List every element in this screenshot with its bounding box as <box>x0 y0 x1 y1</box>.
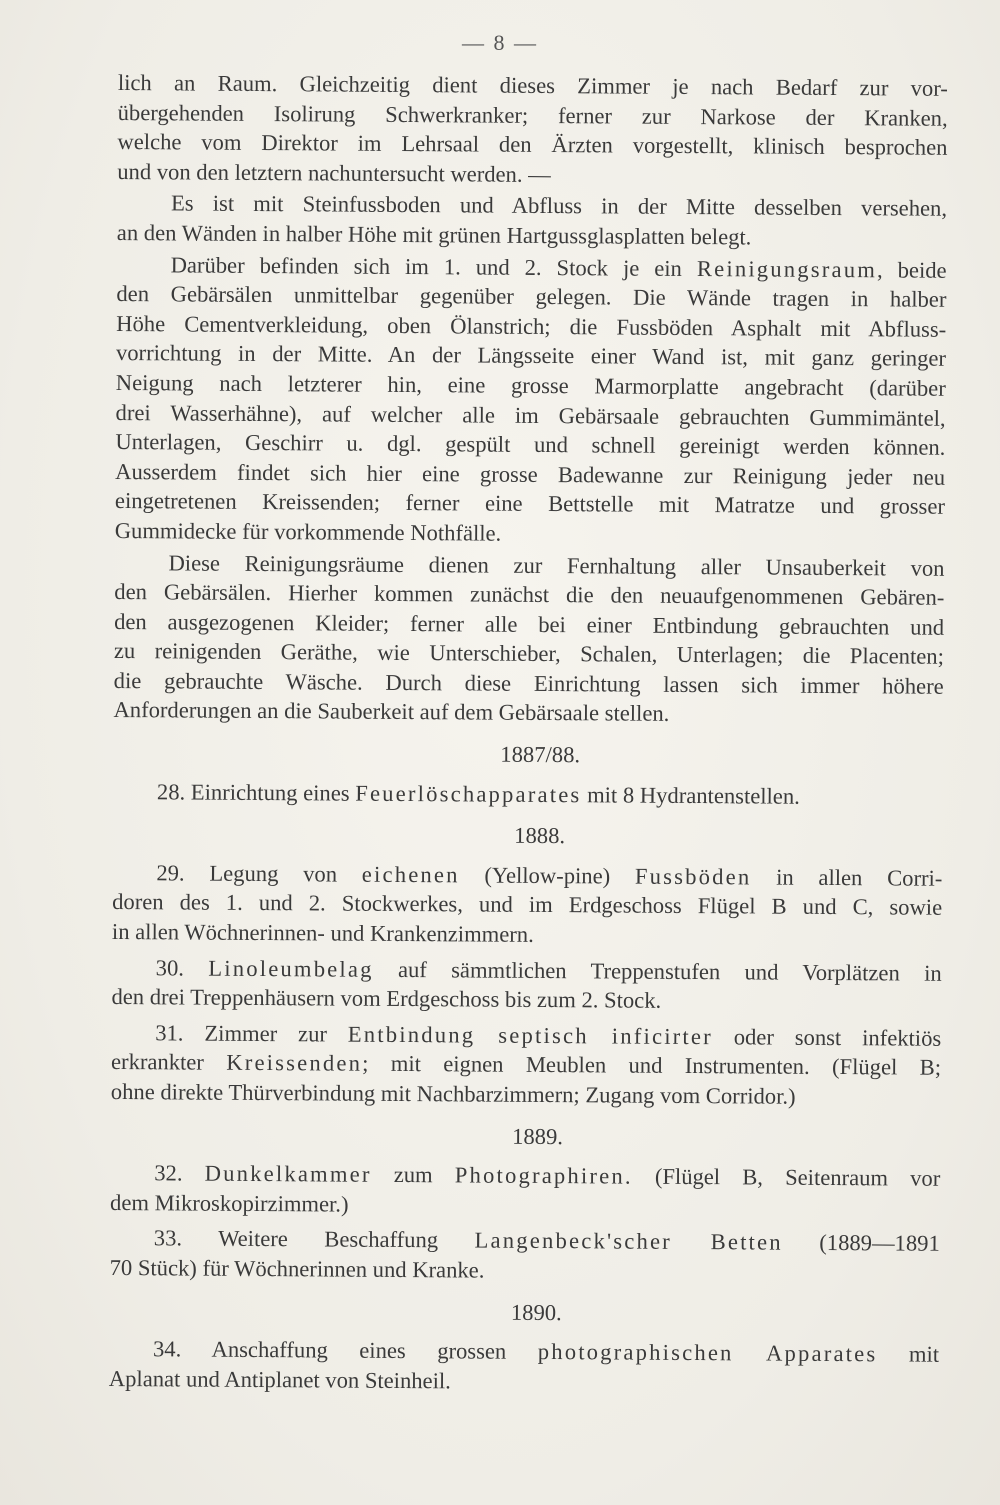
text-run: zum <box>371 1161 455 1188</box>
text-run: (1889—1891 <box>782 1230 940 1257</box>
text-line: Anforderungen an die Sauberkeit auf dem Gebärsaale stellen. <box>113 697 670 727</box>
item-number: 29. <box>156 860 185 886</box>
list-item <box>110 1223 940 1288</box>
text-line: 70 Stück) für Wöchnerinnen und Kranke. <box>109 1254 485 1283</box>
text-run: Einrichtung eines <box>190 779 356 806</box>
text-line: welche vom Direktor im Lehrsaal den Ärzten vorgestellt, klinisch besprochen <box>117 129 948 160</box>
text-run: mit 8 Hydrantenstellen. <box>581 781 800 809</box>
text-line: Gummidecke für vorkommende Nothfälle. <box>114 517 502 546</box>
text-line: drei Wasserhähne), auf welcher alle im Gebärsaale gebrauchten Gummimäntel, <box>115 399 946 431</box>
text-line: lich an Raum. Gleichzeitig dient dieses Zimmer je nach Bedarf zur vor- <box>117 69 948 101</box>
list-item <box>110 1158 940 1223</box>
paragraph <box>117 188 947 253</box>
emphasized-term: Linoleumbelag <box>208 955 374 982</box>
page-content <box>109 68 948 1405</box>
item-number: 32. <box>154 1160 183 1186</box>
emphasized-term: Reinigungsraum <box>696 255 878 282</box>
text-line: eingetretenen Kreissenden; ferner eine Bettstelle mit Matratze und grosser <box>114 488 946 520</box>
text-line: übergehenden Isolirung Schwerkranker; ferner zur Narkose der Kranken, <box>117 99 948 131</box>
emphasized-term: Dunkelkammer <box>204 1160 372 1187</box>
item-number: 30. <box>155 954 185 981</box>
text-line: den drei Treppenhäusern vom Erdgeschoss bis zum 2. Stock. <box>111 984 662 1014</box>
text-line: Höhe Cementverkleidung, oben Ölanstrich; die Fussböden Asphalt mit Abfluss- <box>116 310 947 342</box>
text-run: erkrankter <box>110 1049 227 1076</box>
item-number: 33. <box>153 1225 183 1251</box>
text-line: zu reinigenden Geräthe, wie Unterschieber, Schalen, Unterlagen; die Placenten; <box>113 638 944 670</box>
item-number: 28. <box>156 778 186 805</box>
text-run: (Flügel B, Seitenraum vor <box>632 1163 941 1191</box>
text-run: Weitere Beschaffung <box>218 1226 475 1253</box>
text-line: Es ist mit Steinfussboden und Abfluss in der Mitte desselben versehen, <box>170 190 948 222</box>
item-number: 34. <box>152 1336 182 1362</box>
text-line: ohne direkte Thürverbindung mit Nachbarzimmern; Zugang vom Corridor.) <box>110 1078 796 1109</box>
paragraph <box>117 68 948 192</box>
list-item <box>111 1018 942 1113</box>
section-year: 1888. <box>514 823 566 849</box>
text-line: doren des 1. und 2. Stockwerkes, und im Erdgeschoss Flügel B und C, sowie <box>112 889 943 921</box>
list-item <box>113 777 943 812</box>
text-line: in allen Wöchnerinnen- und Krankenzimmern. <box>111 919 534 947</box>
text-line <box>113 777 943 812</box>
section-year: 1887/88. <box>500 741 581 768</box>
paragraph <box>113 547 944 730</box>
emphasized-term: Kreissenden <box>226 1050 363 1077</box>
text-line: Ausserdem findet sich hier eine grosse Badewanne zur Reinigung jeder neu <box>115 458 946 490</box>
text-line: Aplanat und Antiplanet von Steinheil. <box>108 1365 451 1394</box>
text-run: Zimmer zur <box>204 1020 348 1047</box>
text-line: die gebrauchte Wäsche. Durch diese Einrichtung lassen sich immer höhere <box>113 667 944 699</box>
text-line: Diese Reinigungsräume dienen zur Fernhaltung aller Unsauberkeit von <box>168 549 945 581</box>
emphasized-term: Feuerlöschapparates <box>355 780 582 807</box>
text-run: Legung von <box>209 860 362 887</box>
text-line: vorrichtung in der Mitte. An der Längsseite einer Wand ist, mit ganz geringer <box>115 340 947 372</box>
text-line: Unterlagen, Geschirr u. dgl. gespült und schnell gereinigt werden können. <box>115 429 946 460</box>
text-run: , beide <box>876 256 947 283</box>
text-run: (Yellow-pine) <box>459 862 636 889</box>
emphasized-term: Entbindung septisch inficirter <box>347 1021 713 1049</box>
text-run: auf sämmtlichen Treppenstufen und Vorplätzen in <box>373 956 942 986</box>
section-year: 1890. <box>510 1299 562 1325</box>
emphasized-term: Fussböden <box>634 863 752 890</box>
text-line: den Gebärsälen unmittelbar gegenüber gelegen. Die Wände tragen in halber <box>116 281 947 312</box>
section-year: 1889. <box>512 1123 564 1149</box>
emphasized-term: eichenen <box>361 861 460 888</box>
text-run: mit <box>877 1341 940 1367</box>
text-line: Neigung nach letzterer hin, eine grosse Marmorplatte angebracht (darüber <box>115 369 946 401</box>
text-line: und von den letztern nachuntersucht werden. — <box>117 158 551 187</box>
text-run: Darüber befinden sich im 1. und 2. Stock je ein <box>170 251 697 281</box>
list-item <box>112 858 943 953</box>
page-number: — 8 — <box>462 30 538 55</box>
emphasized-term: Photographiren. <box>454 1162 633 1189</box>
text-run: Anschaffung eines grossen <box>211 1336 538 1365</box>
text-line: den ausgezogenen Kleider; ferner alle bei einer Entbindung gebrauchten und <box>114 608 945 640</box>
emphasized-term: Langenbeck'scher Betten <box>474 1227 783 1256</box>
text-run: oder sonst infektiös <box>712 1023 942 1051</box>
text-line: dem Mikroskopirzimmer.) <box>109 1189 349 1217</box>
paragraph <box>115 250 947 552</box>
emphasized-term: photographischen Apparates <box>537 1339 878 1367</box>
item-number: 31. <box>155 1020 184 1046</box>
list-item <box>109 1334 939 1399</box>
text-run: ; mit eignen Meublen und Instrumenten. (Flügel B; <box>362 1051 942 1081</box>
text-line: an den Wänden in halber Höhe mit grünen Hartgussglasplatten belegt. <box>116 219 752 250</box>
text-run: in allen Corri- <box>751 864 943 891</box>
text-line: den Gebärsälen. Hierher kommen zunächst die den neuaufgenommenen Gebären- <box>114 579 945 610</box>
list-item <box>111 953 941 1018</box>
